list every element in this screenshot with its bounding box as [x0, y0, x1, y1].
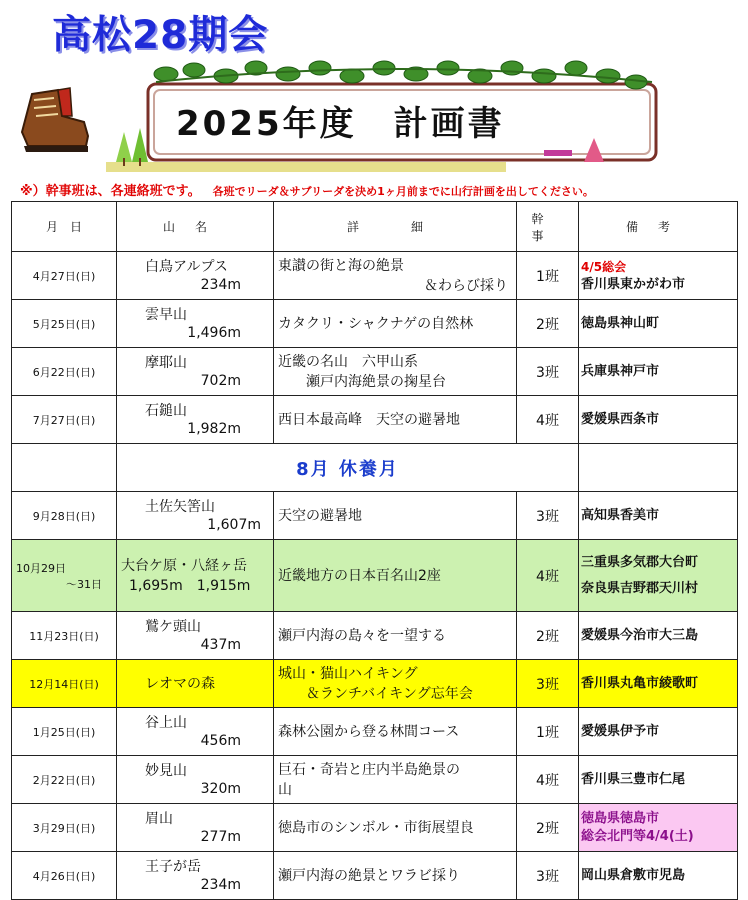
date-line: ～31日: [66, 577, 102, 591]
detail-cell: 西日本最高峰 天空の避暑地: [274, 396, 517, 444]
note-red: 4/5総会: [581, 259, 627, 274]
group-cell: 3班: [517, 852, 579, 900]
altitude: 1,496m: [187, 324, 241, 341]
detail-line: ＆わらび採り: [424, 277, 508, 294]
club-title: 高松28期会: [52, 13, 269, 58]
date-cell: 12月14日(日): [12, 660, 117, 708]
table-row: [12, 300, 738, 348]
detail-cell: カタクリ・シャクナゲの自然林: [274, 300, 517, 348]
table-row: [12, 348, 738, 396]
detail-cell: 瀬戸内海の島々を一望する: [274, 612, 517, 660]
mountain-name: 大台ケ原・八経ヶ岳: [121, 557, 247, 574]
date-cell: 2月22日(日): [12, 756, 117, 804]
altitude: 1,695m 1,915m: [129, 577, 251, 594]
altitude: 320m: [200, 780, 241, 797]
detail-line: 城山・猫山ハイキング: [278, 665, 418, 682]
col-detail: 詳 細: [274, 202, 517, 252]
col-mountain: 山名: [117, 202, 274, 252]
detail-line: ＆ランチバイキング忘年会: [306, 685, 473, 702]
mountain-name: 石鎚山: [145, 402, 187, 419]
notice-sub: 各班でリーダ＆サブリーダを決め1ヶ月前までに山行計画を出してください。: [212, 185, 594, 198]
note-cell: [579, 252, 738, 300]
col-date: 月 日: [12, 202, 117, 252]
detail-line: 瀬戸内海絶景の掬星台: [306, 373, 446, 390]
mountain-cell: [117, 756, 274, 804]
mountain-cell: [117, 852, 274, 900]
detail-line: 東讃の街と海の絶景: [278, 257, 404, 274]
table-row: [12, 252, 738, 300]
group-cell: 3班: [517, 348, 579, 396]
altitude: 1,982m: [187, 420, 241, 437]
table-row: [12, 396, 738, 444]
detail-line: 山: [278, 781, 292, 798]
date-line: 10月29日: [16, 561, 66, 575]
group-cell: 4班: [517, 756, 579, 804]
mountain-name: 妙見山: [145, 762, 187, 779]
note-cell: 香川県丸亀市綾歌町: [579, 660, 738, 708]
note-cell: 兵庫県神戸市: [579, 348, 738, 396]
mountain-cell: [117, 348, 274, 396]
note-cell: [579, 540, 738, 612]
note-cell: 香川県三豊市仁尾: [579, 756, 738, 804]
altitude: 456m: [200, 732, 241, 749]
detail-cell: [274, 660, 517, 708]
col-note: 備考: [579, 202, 738, 252]
note-line: 総会北門等4/4(土): [581, 828, 694, 844]
mountain-cell: [117, 300, 274, 348]
detail-cell: 徳島市のシンボル・市街展望良: [274, 804, 517, 852]
date-cell: 6月22日(日): [12, 348, 117, 396]
note-cell: 愛媛県伊予市: [579, 708, 738, 756]
date-cell: 4月26日(日): [12, 852, 117, 900]
group-cell: 3班: [517, 492, 579, 540]
date-cell: 9月28日(日): [12, 492, 117, 540]
plan-title: 2025年度 計画書: [176, 104, 505, 144]
date-cell: [12, 540, 117, 612]
altitude: 234m: [200, 276, 241, 293]
mountain-cell: [117, 804, 274, 852]
altitude: 1,607m: [207, 516, 261, 533]
note-cell: 愛媛県今治市大三島: [579, 612, 738, 660]
empty-cell: [579, 444, 738, 492]
hiking-boot-icon: [14, 86, 94, 158]
date-cell: 4月27日(日): [12, 252, 117, 300]
group-cell: 2班: [517, 612, 579, 660]
mountain-cell: [117, 540, 274, 612]
mountain-cell: [117, 252, 274, 300]
notice-main: ※）幹事班は、各連絡班です。: [20, 184, 201, 199]
detail-cell: [274, 348, 517, 396]
mountain-cell: レオマの森: [117, 660, 274, 708]
notice: [20, 180, 594, 199]
date-cell: 11月23日(日): [12, 612, 117, 660]
rest-month-label: 8月 休養月: [117, 444, 579, 492]
table-row: [12, 804, 738, 852]
rest-month-row: [12, 444, 738, 492]
altitude: 234m: [200, 876, 241, 893]
note-cell: 高知県香美市: [579, 492, 738, 540]
mountain-cell: [117, 492, 274, 540]
note-line: 徳島県徳島市: [581, 810, 660, 826]
empty-cell: [12, 444, 117, 492]
altitude: 702m: [200, 372, 241, 389]
group-cell: 2班: [517, 804, 579, 852]
detail-line: 近畿の名山 六甲山系: [278, 353, 418, 370]
table-header-row: [12, 202, 738, 252]
table-row: [12, 708, 738, 756]
detail-cell: 天空の避暑地: [274, 492, 517, 540]
table-row: [12, 612, 738, 660]
mountain-cell: [117, 612, 274, 660]
mountain-name: 眉山: [145, 810, 173, 827]
group-cell: 4班: [517, 396, 579, 444]
schedule-table: [11, 201, 738, 900]
group-cell: 2班: [517, 300, 579, 348]
note-cell: 徳島県神山町: [579, 300, 738, 348]
group-cell: 3班: [517, 660, 579, 708]
table-row: [12, 540, 738, 612]
note-cell: [579, 804, 738, 852]
mountain-name: 鷲ケ頭山: [145, 618, 201, 635]
note-line: 香川県東かがわ市: [581, 276, 686, 292]
mountain-name: 谷上山: [145, 714, 187, 731]
altitude: 437m: [200, 636, 241, 653]
date-cell: 5月25日(日): [12, 300, 117, 348]
group-cell: 1班: [517, 708, 579, 756]
date-cell: 1月25日(日): [12, 708, 117, 756]
detail-cell: 瀬戸内海の絶景とワラビ採り: [274, 852, 517, 900]
altitude: 277m: [200, 828, 241, 845]
col-group: 幹事: [517, 202, 579, 252]
group-cell: 1班: [517, 252, 579, 300]
detail-cell: [274, 252, 517, 300]
note-cell: 愛媛県西条市: [579, 396, 738, 444]
detail-cell: [274, 756, 517, 804]
mountain-name: 雲早山: [145, 306, 187, 323]
group-cell: 4班: [517, 540, 579, 612]
table-row: [12, 852, 738, 900]
table-row: [12, 492, 738, 540]
mountain-cell: [117, 708, 274, 756]
table-row: [12, 660, 738, 708]
mountain-cell: [117, 396, 274, 444]
mountain-name: 土佐矢筈山: [145, 498, 215, 515]
date-cell: 3月29日(日): [12, 804, 117, 852]
date-cell: 7月27日(日): [12, 396, 117, 444]
note-line: 三重県多気郡大台町: [581, 554, 699, 570]
note-cell: 岡山県倉敷市児島: [579, 852, 738, 900]
detail-cell: 近畿地方の日本百名山2座: [274, 540, 517, 612]
mountain-name: 白鳥アルプス: [145, 258, 228, 275]
detail-line: 巨石・奇岩と庄内半島絶景の: [278, 761, 460, 778]
detail-cell: 森林公園から登る林間コース: [274, 708, 517, 756]
mountain-name: 摩耶山: [145, 354, 187, 371]
table-row: [12, 756, 738, 804]
note-line: 奈良県吉野郡天川村: [581, 580, 699, 596]
mountain-name: 王子が岳: [145, 858, 201, 875]
